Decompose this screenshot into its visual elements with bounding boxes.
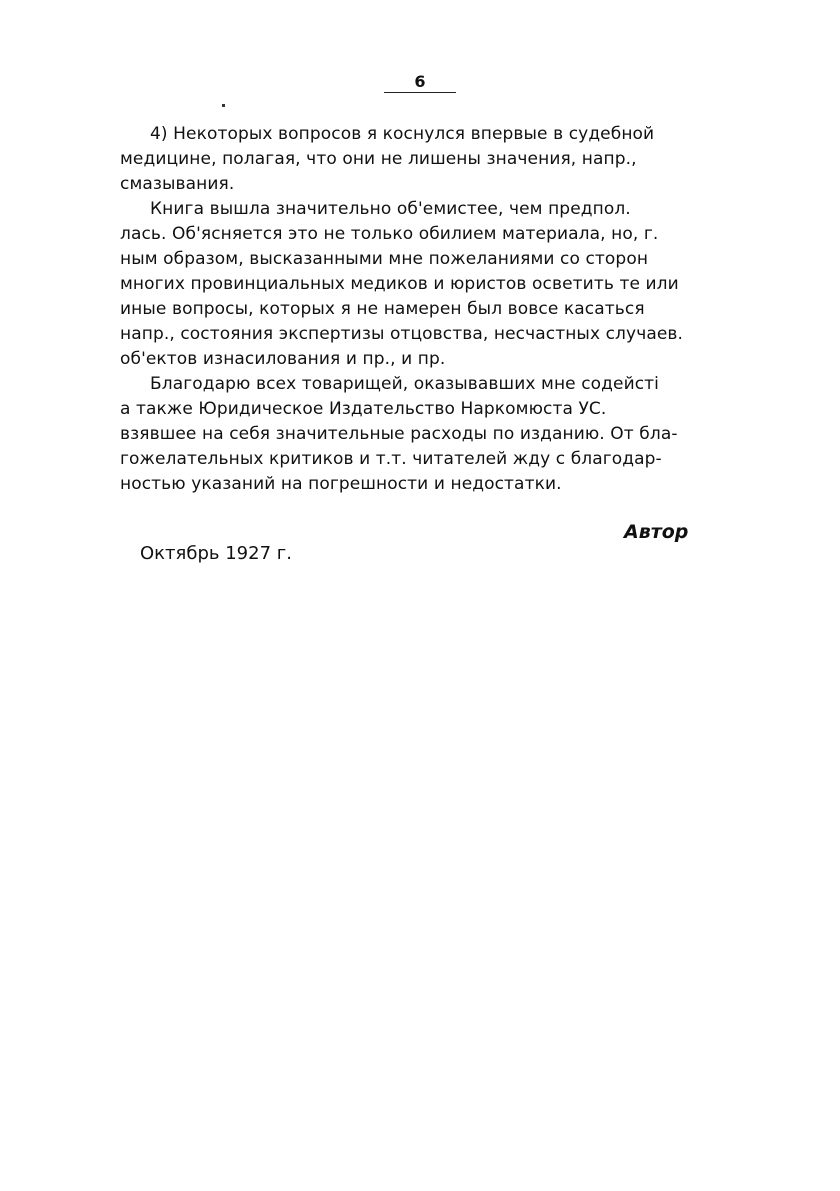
paragraph-2-line-5: иные вопросы, которых я не намерен был вовсе касаться [120, 299, 645, 319]
paragraph-1-line-3: смазывания. [120, 174, 235, 194]
date-line: Октябрь 1927 г. [140, 543, 292, 564]
author-signature: Автор [624, 521, 689, 543]
paragraph-3-line-4: гожелательных критиков и т.т. читателей жду с благодар- [120, 449, 662, 469]
page-number: 6 [414, 72, 426, 91]
paragraph-3-line-1: Благодарю всех товарищей, оказывавших мне содейсті [150, 374, 660, 394]
paragraph-2-line-2: лась. Об'ясняется это не только обилием материала, но, г. [120, 224, 659, 244]
paragraph-2-line-3: ным образом, высказанными мне пожеланиями со сторон [120, 249, 649, 269]
paragraph-1-line-2: медицине, полагая, что они не лишены значения, напр., [120, 149, 637, 169]
paragraph-2-line-4: многих провинциальных медиков и юристов осветить те или [120, 274, 679, 294]
paragraph-1-line-1: 4) Некоторых вопросов я коснулся впервые в судебной [150, 124, 655, 144]
page-number-underline [384, 92, 456, 93]
paragraph-3-line-3: взявшее на себя значительные расходы по изданию. От бла- [120, 424, 678, 444]
print-speck [222, 104, 225, 107]
paragraph-2-line-1: Книга вышла значительно об'емистее, чем предпол. [150, 199, 631, 219]
paragraph-2-line-7: об'ектов изнасилования и пр., и пр. [120, 349, 446, 369]
paragraph-2-line-6: напр., состояния экспертизы отцовства, несчастных случаев. [120, 324, 684, 344]
paragraph-3-line-5: ностью указаний на погрешности и недостатки. [120, 474, 562, 494]
paragraph-3-line-2: а также Юридическое Издательство Наркомюста УС. [120, 399, 607, 419]
